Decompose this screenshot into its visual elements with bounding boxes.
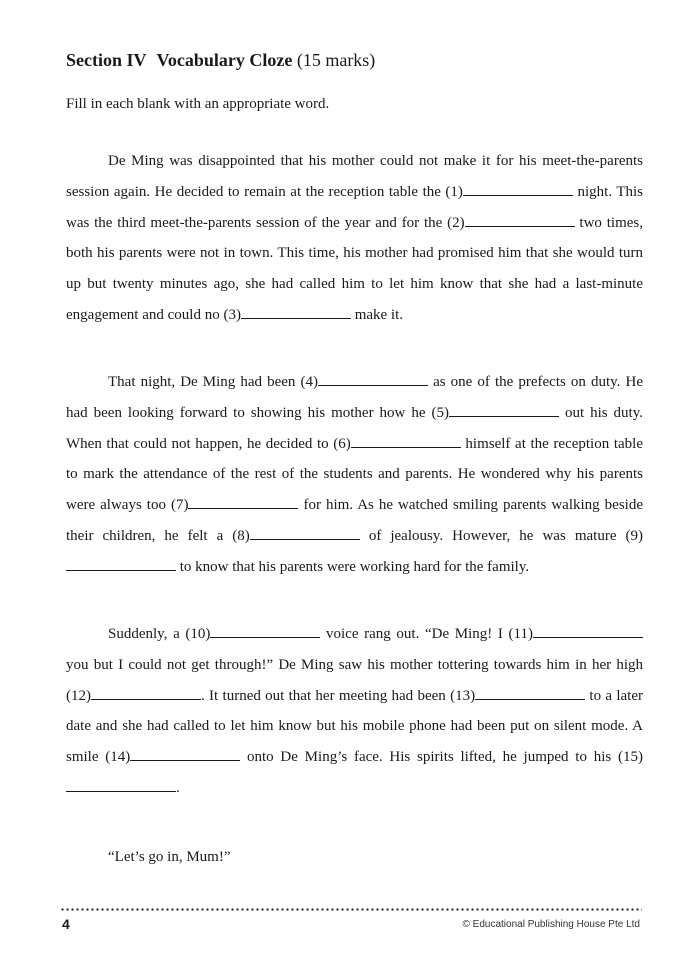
paragraph-4 — [66, 842, 643, 873]
blank-12[interactable] — [91, 686, 201, 700]
text-segment: two times, both his parents were not in town. This time, his mother had promised him that she would turn up but twenty minutes ago, she had called him to let him know that she had a last-minute engagement and could no (3) — [66, 214, 643, 323]
text-segment: . It turned out that her meeting had been (13) — [201, 687, 476, 704]
text-segment: make it. — [350, 306, 404, 323]
blank-4[interactable] — [318, 372, 428, 386]
text-segment: for him. As he watched smiling parents walking beside their children, he felt a (8) — [66, 497, 643, 544]
blank-10[interactable] — [210, 624, 320, 638]
section-number: Section IV — [66, 50, 147, 70]
text-segment: . — [176, 779, 180, 796]
blank-6[interactable] — [351, 434, 461, 448]
blank-8[interactable] — [250, 526, 360, 540]
text-segment: to a later date and she had called to let him know but his mobile phone had been put on silent mode. A smile (14) — [66, 687, 643, 766]
text-segment: out his duty. When that could not happen, he decided to (6) — [66, 404, 643, 452]
section-heading — [66, 50, 375, 71]
blank-15[interactable] — [66, 778, 176, 792]
blank-2[interactable] — [465, 213, 575, 227]
text-segment: Suddenly, a (10) — [108, 626, 211, 642]
text-segment: himself at the reception table to mark the attendance of the rest of the students and parents. He wondered why his parents were always too (7) — [66, 435, 643, 514]
text-segment: That night, De Ming had been (4) — [108, 374, 318, 390]
blank-9[interactable] — [66, 557, 176, 571]
text-segment: to know that his parents were working hard for the family. — [176, 558, 530, 575]
text-segment: De Ming was disappointed that his mother could not make it for his meet-the-parents session again. He decided to remain at the reception table the (1) — [66, 153, 643, 200]
blank-1[interactable] — [463, 182, 573, 196]
text-segment: of jealousy. However, he was mature (9) — [359, 527, 643, 544]
blank-14[interactable] — [130, 747, 240, 761]
text-segment: onto De Ming’s face. His spirits lifted, he jumped to his (15) — [240, 749, 643, 766]
text-segment: night. This was the third meet-the-parents session of the year and for the (2) — [66, 183, 644, 231]
text-segment: you but I could not get through!” De Ming saw his mother tottering towards him in her high (12) — [66, 656, 643, 704]
blank-5[interactable] — [449, 403, 559, 417]
blank-13[interactable] — [475, 686, 585, 700]
paragraph-2 — [66, 367, 643, 583]
copyright-notice: © Educational Publishing House Pte Ltd — [462, 919, 640, 930]
blank-7[interactable] — [188, 495, 298, 509]
paragraph-1 — [66, 146, 643, 331]
instruction-text: Fill in each blank with an appropriate word. — [66, 96, 330, 112]
page-number: 4 — [62, 916, 70, 932]
footer-dotted-rule — [60, 908, 642, 911]
text-segment: voice rang out. “De Ming! I (11) — [320, 626, 533, 642]
blank-3[interactable] — [241, 305, 351, 319]
section-title: Vocabulary Cloze — [156, 50, 293, 70]
paragraph-3 — [66, 619, 643, 804]
closing-line: “Let’s go in, Mum!” — [108, 849, 231, 865]
blank-11[interactable] — [533, 624, 643, 638]
section-marks: (15 marks) — [296, 50, 376, 70]
text-segment: as one of the prefects on duty. He had been looking forward to showing his mother how he (5) — [66, 374, 643, 421]
